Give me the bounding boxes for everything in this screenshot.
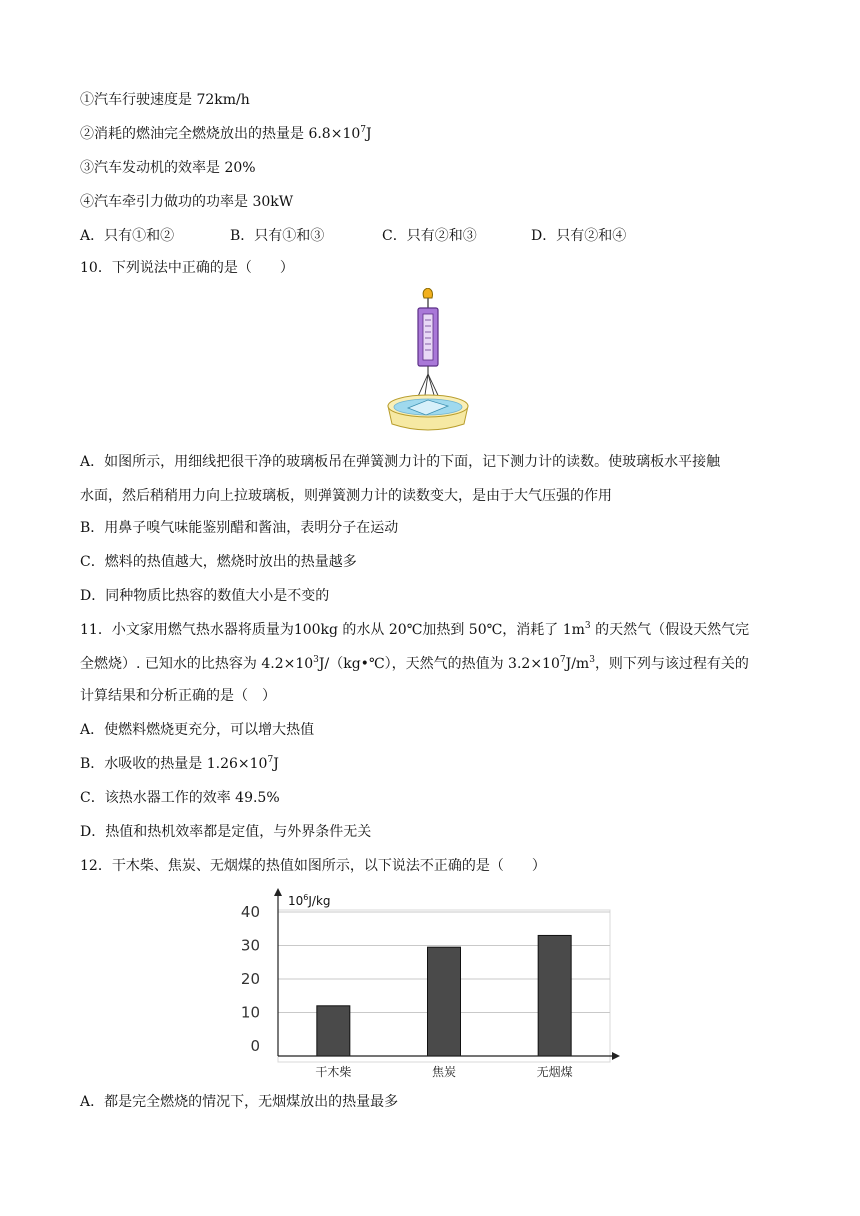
chart-unit-label: $10^6J/kg$ xyxy=(288,893,331,908)
bar xyxy=(428,947,461,1056)
y-tick-label: 0 xyxy=(250,1037,260,1055)
q11-stem-line1: 11．小文家用燃气热水器将质量为100kg 的水从 20℃加热到 50℃，消耗了 $1m^3$ 的天然气（假设天然气完 xyxy=(80,621,750,638)
q11-option-b: B．水吸收的热量是 $1.26\times 10^7J$ xyxy=(80,755,279,772)
q10-option-c: C．燃料的热值越大，燃烧时放出的热量越多 xyxy=(80,554,357,570)
q10-option-b: B．用鼻子嗅气味能鉴别醋和酱油，表明分子在运动 xyxy=(80,520,399,536)
x-tick-label: 焦炭 xyxy=(431,1065,457,1079)
q10-stem: 10．下列说法中正确的是（ ） xyxy=(80,260,294,276)
bar xyxy=(317,1006,350,1056)
q11-stem-line3: 计算结果和分析正确的是（ ） xyxy=(80,688,276,704)
hook-icon xyxy=(423,288,432,308)
q10-option-a-line1: A．如图所示，用细线把很干净的玻璃板吊在弹簧测力计的下面，记下测力计的读数。使玻璃板水平接触 xyxy=(80,454,721,470)
q10-option-a-line2: 水面，然后稍稍用力向上拉玻璃板，则弹簧测力计的读数变大，是由于大气压强的作用 xyxy=(80,488,612,504)
q10-option-d: D．同种物质比热容的数值大小是不变的 xyxy=(80,588,330,604)
y-tick-label: 30 xyxy=(240,936,260,955)
q12-stem: 12．干木柴、焦炭、无烟煤的热值如图所示，以下说法不正确的是（ ） xyxy=(80,858,546,874)
y-tick-labels xyxy=(241,903,260,1055)
q9-option-b: B．只有①和③ xyxy=(230,228,325,244)
water-dish xyxy=(388,395,468,430)
bar xyxy=(538,935,571,1056)
statement-2: ②消耗的燃油完全燃烧放出的热量是 $6.8\times 10^7J$ xyxy=(80,125,372,142)
q9-options xyxy=(80,226,780,246)
statement-4: ④汽车牵引力做功的功率是 30kW xyxy=(80,194,294,210)
spring-scale xyxy=(418,308,438,374)
q11-option-d: D．热值和热机效率都是定值，与外界条件无关 xyxy=(80,824,372,840)
statement-1: ①汽车行驶速度是 72km/h xyxy=(80,92,250,108)
statement-3: ③汽车发动机的效率是 20% xyxy=(80,160,256,176)
x-axis-arrow-icon xyxy=(612,1052,620,1060)
y-tick-label: 40 xyxy=(240,903,260,921)
q9-option-d: D．只有②和④ xyxy=(531,228,627,244)
q9-option-a: A．只有①和② xyxy=(80,228,175,244)
spring-scale-figure xyxy=(378,288,478,436)
y-axis-arrow-icon xyxy=(274,888,282,896)
q11-stem-line2: 全燃烧）. 已知水的比热容为 $4.2\times 10^3J/(kg•℃)$，天然气的热值为 $3.2\times 10^7J/m^3$，则下列与该过程有关的 xyxy=(80,655,749,672)
bars xyxy=(317,935,571,1056)
q9-option-c: C．只有②和③ xyxy=(382,228,477,244)
x-tick-label: 无烟煤 xyxy=(536,1065,573,1079)
heat-value-bar-chart xyxy=(238,888,628,1084)
x-tick-labels xyxy=(315,1064,572,1079)
q12-option-a: A．都是完全燃烧的情况下，无烟煤放出的热量最多 xyxy=(80,1094,399,1110)
q11-option-a: A．使燃料燃烧更充分，可以增大热值 xyxy=(80,722,315,738)
y-tick-label: 20 xyxy=(240,970,260,988)
x-tick-label: 干木柴 xyxy=(315,1065,352,1079)
y-tick-label: 10 xyxy=(240,1003,260,1022)
q11-option-c: C．该热水器工作的效率 49.5% xyxy=(80,790,280,806)
